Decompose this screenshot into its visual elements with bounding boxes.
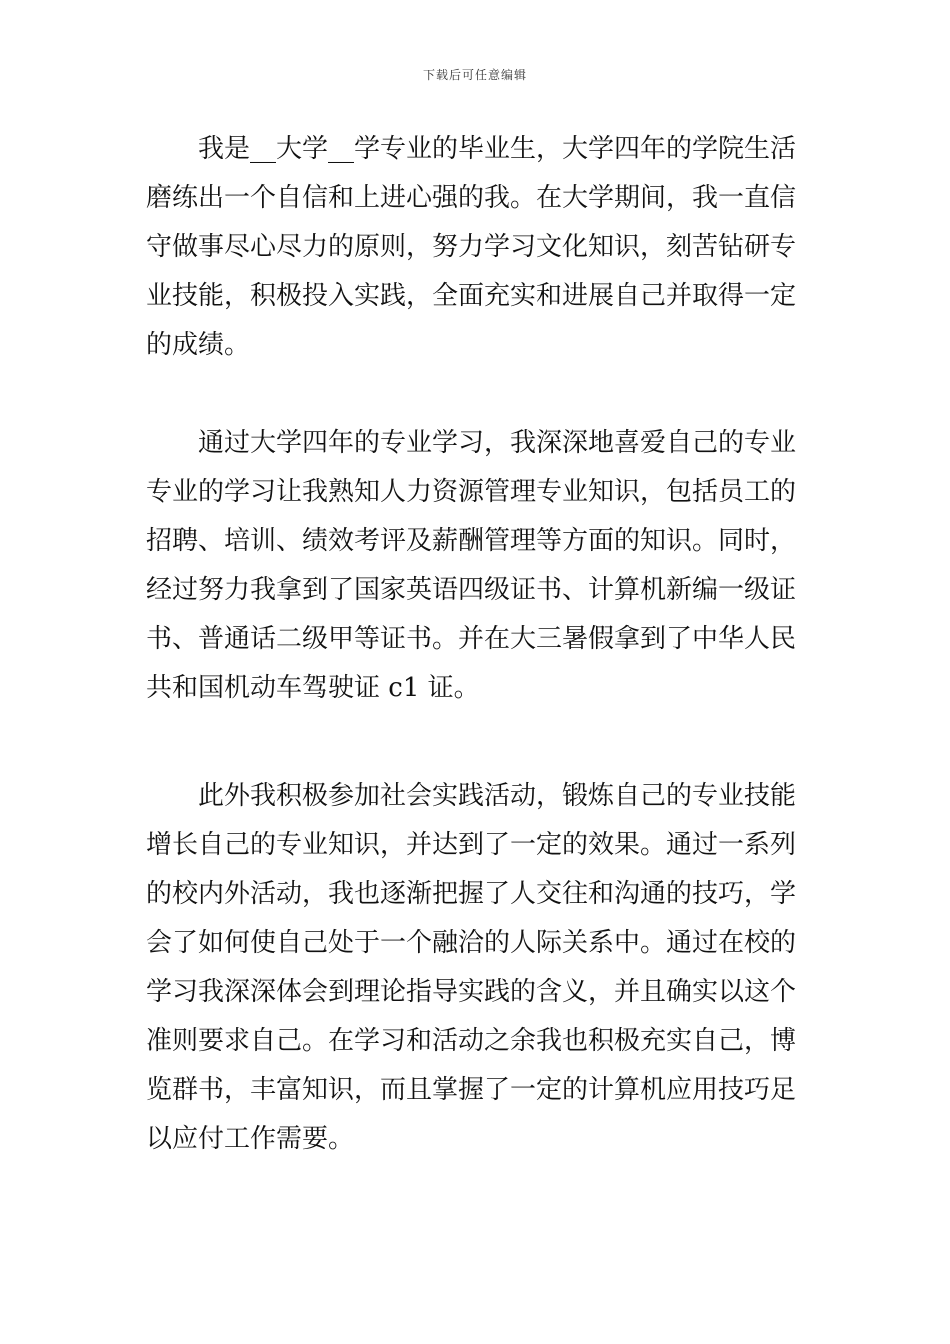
text-line: 磨练出一个自信和上进心强的我。在大学期间，我一直信 [146,183,797,213]
text-line: 书、普通话二级甲等证书。并在大三暑假拿到了中华人民 [146,624,797,654]
page-header: 下载后可任意编辑 [422,68,527,82]
paragraph-1 [146,125,806,370]
text-line: 学习我深深体会到理论指导实践的含义，并且确实以这个 [146,977,797,1007]
text-line: 准则要求自己。在学习和活动之余我也积极充实自己，博 [146,1026,797,1056]
paragraph-2 [146,419,806,713]
text-line: 会了如何使自己处于一个融洽的人际关系中。通过在校的 [146,928,797,958]
text-line: 业技能，积极投入实践，全面充实和进展自己并取得一定 [146,281,797,311]
text-line: 经过努力我拿到了国家英语四级证书、计算机新编一级证 [146,575,797,605]
text-line: 的校内外活动，我也逐渐把握了人交往和沟通的技巧，学 [146,879,797,909]
text-line: 增长自己的专业知识，并达到了一定的效果。通过一系列 [146,830,797,860]
text-line: 览群书，丰富知识，而且掌握了一定的计算机应用技巧足 [146,1075,797,1105]
text-line: 此外我积极参加社会实践活动，锻炼自己的专业技能 [198,781,797,811]
text-line: 的成绩。 [146,330,251,360]
text-line: 以应付工作需要。 [146,1124,355,1154]
text-line: 我是__大学__学专业的毕业生，大学四年的学院生活 [198,134,797,164]
text-line: 共和国机动车驾驶证 c1 证。 [146,673,480,703]
text-line: 招聘、培训、绩效考评及薪酬管理等方面的知识。同时， [146,526,797,556]
text-line: 专业的学习让我熟知人力资源管理专业知识，包括员工的 [146,477,797,507]
text-line: 通过大学四年的专业学习，我深深地喜爱自己的专业 [198,428,797,458]
paragraph-3 [146,772,806,1164]
text-line: 守做事尽心尽力的原则，努力学习文化知识，刻苦钻研专 [146,232,797,262]
